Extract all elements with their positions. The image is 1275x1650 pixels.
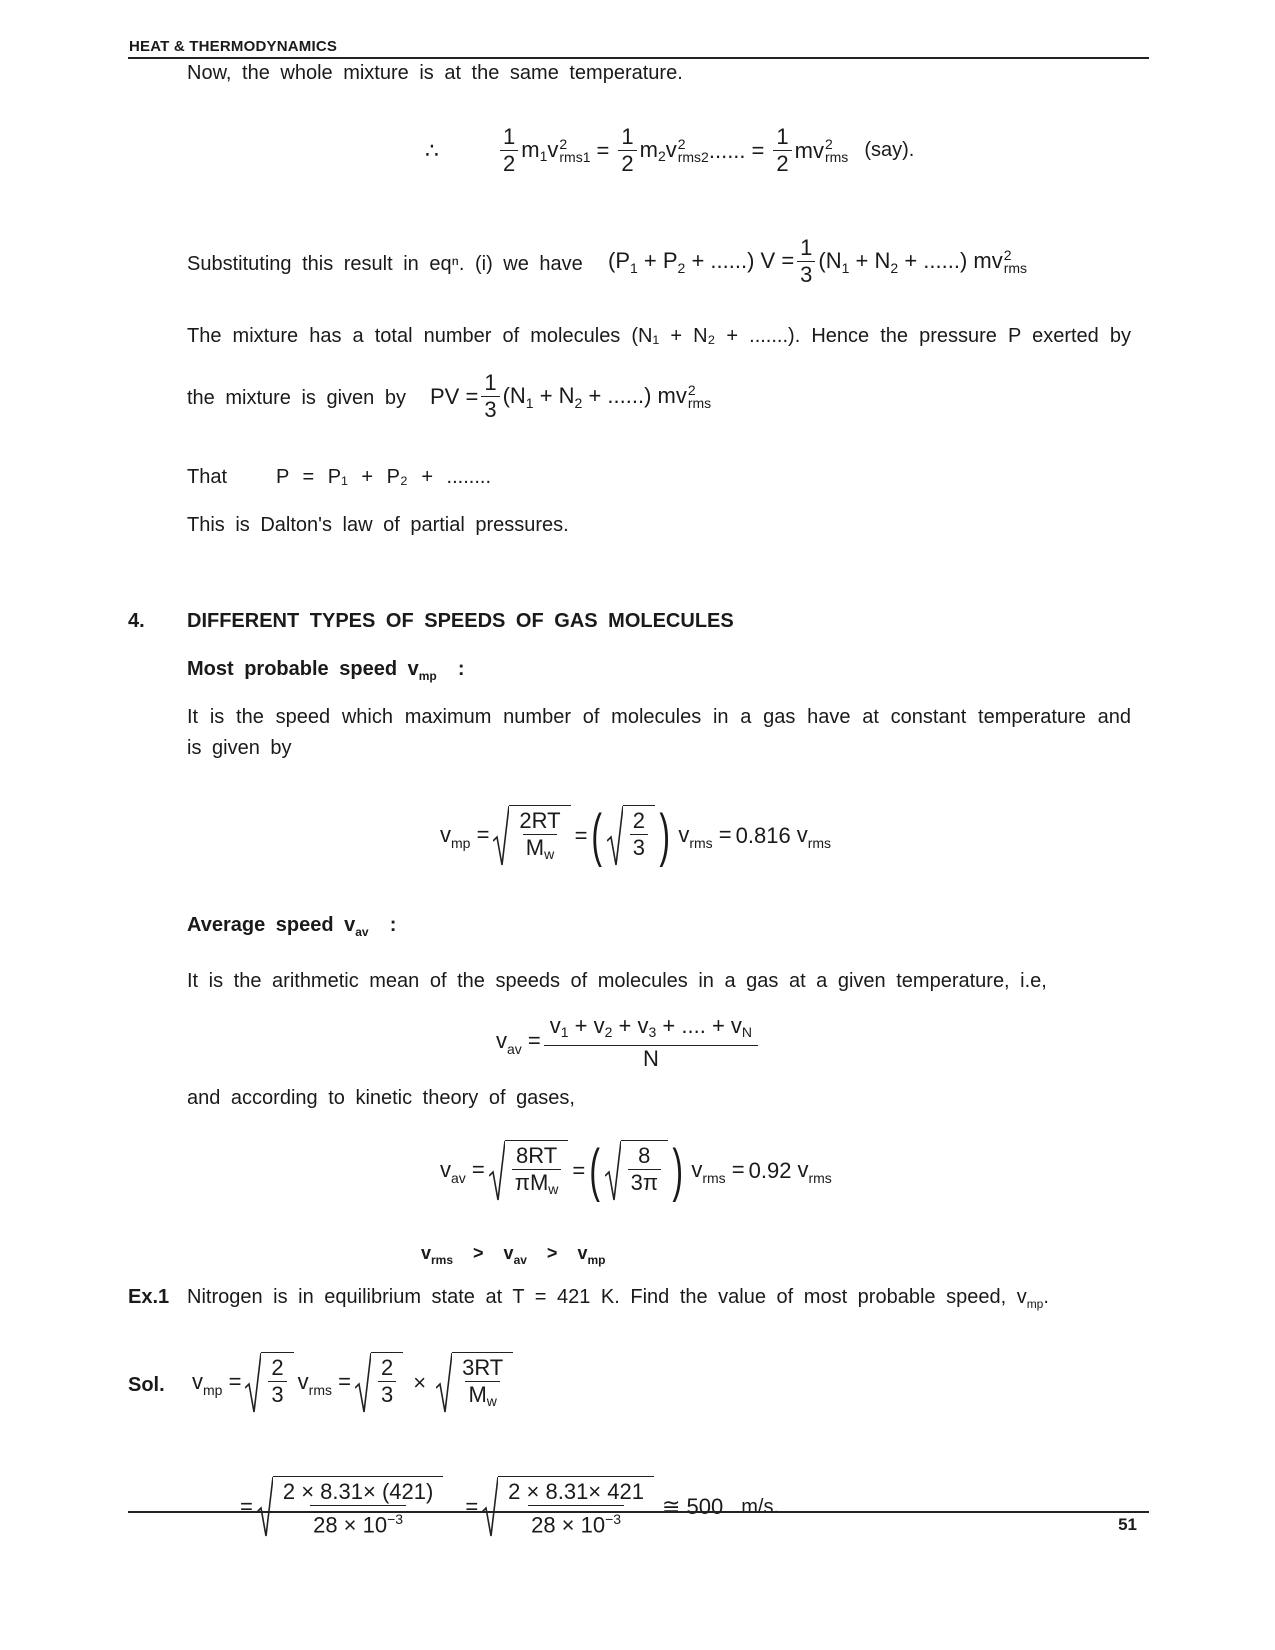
section-number: 4. — [128, 610, 145, 632]
speed-order: $v_{rms} > v_{av} > v_{mp}$ — [421, 1243, 606, 1267]
section-title: DIFFERENT TYPES OF SPEEDS OF GAS MOLECULES — [187, 610, 734, 632]
solution-numerator-1: 2 × 8.31× (421) — [282, 1479, 434, 1504]
av-coefficient: 0.92 — [748, 1158, 792, 1183]
average-speed-definition: $v_{av}$ = $\frac{v1 + v2 + v3 + .... + vN}{N}$ — [496, 1013, 758, 1072]
dalton-law-text: This is Dalton's law of partial pressures. — [187, 514, 569, 536]
equal-kinetic-energy-equation: ∴ $\frac{1}{2}$ m1v 2 rms1 = $\frac{1}{2}$ m2v 2 rms2 ...... = $\frac{1}{2}$ mv 2 rms (say). — [425, 124, 915, 176]
solution-numerator-2: 2 × 8.31× 421 — [508, 1479, 644, 1504]
mp-description-line1: It is the speed which maximum number of molecules in a gas have at constant temperature and — [187, 706, 1131, 728]
page-number: 51 — [1118, 1515, 1137, 1534]
mixture-molecules-text: The mixture has a total number of molecules (N₁ + N₂ + .......). Hence the pressure P exerted by — [187, 325, 1131, 347]
total-pressure-equation: P = P₁ + P₂ + ........ — [276, 466, 492, 488]
example-label: Ex.1 — [128, 1286, 170, 1308]
solution-step1: $v_{mp}$ = $\frac{2}{3}$ $v_{rms}$ = $\frac{2}{3}$ × $\frac{3RT}{Mw}$ — [192, 1352, 517, 1414]
running-header: HEAT & THERMODYNAMICS — [129, 38, 338, 55]
footer-rule — [128, 1511, 1149, 1513]
av-description: It is the arithmetic mean of the speeds of molecules in a gas at a given temperature, i.e, — [187, 970, 1047, 992]
kinetic-theory-text: and according to kinetic theory of gases, — [187, 1087, 575, 1109]
mixture-temperature-line: Now, the whole mixture is at the same temperature. — [187, 62, 683, 84]
solution-label: Sol. — [128, 1374, 165, 1396]
substituting-text: Substituting this result in eqⁿ. (i) we have — [187, 253, 583, 275]
approx-result: ≅ 500 — [661, 1494, 724, 1520]
average-speed-heading: Average speed $v_{av}$ : — [187, 914, 397, 939]
example-question: Nitrogen is in equilibrium state at T = 421 K. Find the value of most probable speed, $v_{mp}$. — [187, 1286, 1049, 1311]
most-probable-heading: Most probable speed $v_{mp}$ : — [187, 658, 465, 683]
header-rule — [128, 57, 1149, 59]
mp-coefficient: 0.816 — [735, 823, 791, 848]
average-speed-equation: $v_{av}$ = $\frac{8RT}{\text{πMw}}$ = ( $\frac{8}{3\pi}$ ) $v_{rms}$ = 0.92 $v_{rms}$ — [440, 1138, 832, 1203]
mixture-pressure-equation: PV = $\frac{1}{3}$ ($N_1 + N_2$ + ......) mv 2 rms — [430, 370, 712, 422]
that-label: That — [187, 466, 228, 488]
say-text: (say). — [864, 139, 915, 161]
therefore-symbol: ∴ — [425, 137, 439, 163]
mixture-given-by-text: the mixture is given by — [187, 387, 406, 409]
result-unit: m/s. — [741, 1495, 780, 1518]
mp-description-line2: is given by — [187, 737, 292, 759]
substituted-equation: ($P_1 + P_2$ + ......) V = $\frac{1}{3}$ ($N_1 + N_2$ + ......) mv 2 rms — [608, 235, 1028, 287]
solution-step2: = $\frac{2 \times 8.31\times (421)}{28 \times 10^{-3}}$ = $\frac{2 \times 8.31\times 421}{28 \times 10^{-3}}$ ≅ 500 m/s. — [240, 1476, 779, 1538]
most-probable-speed-equation: $v_{mp}$ = $\frac{2RT}{Mw}$ = ( $\frac{2}{3}$ ) $v_{rms}$ = 0.816 $v_{rms}$ — [440, 803, 832, 868]
